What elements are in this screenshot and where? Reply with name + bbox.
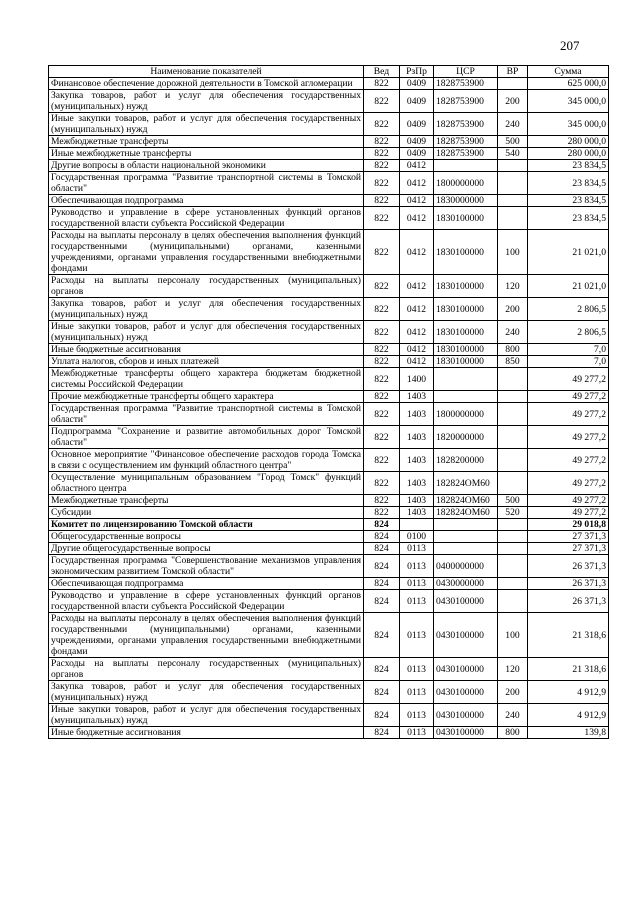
table-row [49,230,609,275]
cell-sum: 7,0 [528,344,609,356]
table-row [49,356,609,368]
cell-rzpr: 0412 [400,344,434,356]
cell-sum: 23 834,5 [528,160,609,172]
cell-csr: 0430100000 [434,658,498,681]
cell-csr [434,543,498,555]
table-row [49,298,609,321]
cell-sum: 7,0 [528,356,609,368]
table-row [49,543,609,555]
budget-table [48,65,609,739]
cell-rzpr: 1403 [400,449,434,472]
cell-rzpr: 0412 [400,321,434,344]
cell-rzpr: 1403 [400,426,434,449]
cell-vr: 200 [498,681,528,704]
cell-csr [434,368,498,391]
table-row [49,704,609,727]
table-row [49,78,609,90]
cell-sum: 49 277,2 [528,472,609,495]
cell-csr: 0430100000 [434,613,498,658]
cell-name: Расходы на выплаты персоналу в целях обеспечения выполнения функций государственными (муниципальными) органами, казенными учреждениями, органами управления государственными внебюджетными фондами [49,613,364,658]
cell-sum: 21 021,0 [528,275,609,298]
cell-name: Осуществление муниципальным образованием "Город Томск" функций областного центра [49,472,364,495]
cell-name: Иные бюджетные ассигнования [49,344,364,356]
cell-rzpr: 0412 [400,230,434,275]
table-row [49,426,609,449]
cell-name: Финансовое обеспечение дорожной деятельности в Томской агломерации [49,78,364,90]
cell-sum: 139,8 [528,727,609,739]
cell-rzpr: 0412 [400,207,434,230]
cell-csr [434,160,498,172]
cell-name: Расходы на выплаты персоналу в целях обеспечения выполнения функций государственными (муниципальными) органами, казенными учреждениями, органами управления государственными внебюджетными фондами [49,230,364,275]
cell-vr: 520 [498,507,528,519]
cell-csr [434,519,498,531]
cell-vr [498,578,528,590]
cell-name: Основное мероприятие "Финансовое обеспечение расходов города Томска в связи с осуществлением им функций областного центра" [49,449,364,472]
cell-ved: 824 [364,578,400,590]
cell-sum: 49 277,2 [528,495,609,507]
cell-vr [498,472,528,495]
table-row [49,368,609,391]
cell-vr: 500 [498,136,528,148]
cell-name: Иные закупки товаров, работ и услуг для обеспечения государственных (муниципальных) нужд [49,113,364,136]
cell-rzpr: 0409 [400,113,434,136]
table-row [49,613,609,658]
cell-ved: 822 [364,449,400,472]
table-row [49,555,609,578]
cell-vr [498,172,528,195]
cell-name: Государственная программа "Развитие транспортной системы в Томской области" [49,172,364,195]
header-ved: Вед [364,66,400,78]
cell-vr: 200 [498,90,528,113]
cell-csr [434,531,498,543]
cell-name: Иные бюджетные ассигнования [49,727,364,739]
cell-sum: 21 318,6 [528,658,609,681]
cell-csr: 1828753900 [434,113,498,136]
table-row [49,507,609,519]
cell-csr: 0430100000 [434,704,498,727]
cell-ved: 822 [364,391,400,403]
cell-rzpr: 1403 [400,495,434,507]
cell-vr [498,207,528,230]
cell-sum: 27 371,3 [528,543,609,555]
cell-name: Иные закупки товаров, работ и услуг для обеспечения государственных (муниципальных) нужд [49,321,364,344]
cell-ved: 822 [364,275,400,298]
table-row [49,136,609,148]
header-csr: ЦСР [434,66,498,78]
cell-ved: 822 [364,230,400,275]
cell-name: Прочие межбюджетные трансферты общего характера [49,391,364,403]
cell-sum: 49 277,2 [528,391,609,403]
cell-csr [434,391,498,403]
cell-csr: 1830100000 [434,356,498,368]
cell-vr: 240 [498,113,528,136]
cell-name: Расходы на выплаты персоналу государственных (муниципальных) органов [49,658,364,681]
cell-sum: 26 371,3 [528,578,609,590]
cell-sum: 2 806,5 [528,298,609,321]
cell-ved: 824 [364,590,400,613]
cell-vr: 200 [498,298,528,321]
cell-vr [498,78,528,90]
cell-rzpr: 1403 [400,391,434,403]
cell-vr: 100 [498,613,528,658]
cell-vr [498,160,528,172]
cell-sum: 4 912,9 [528,704,609,727]
cell-ved: 822 [364,356,400,368]
cell-name: Обеспечивающая подпрограмма [49,578,364,590]
cell-ved: 824 [364,531,400,543]
cell-ved: 824 [364,727,400,739]
cell-rzpr: 0409 [400,148,434,160]
cell-csr: 0430000000 [434,578,498,590]
cell-sum: 21 318,6 [528,613,609,658]
cell-vr: 120 [498,275,528,298]
cell-rzpr: 0409 [400,90,434,113]
cell-ved: 822 [364,207,400,230]
cell-rzpr: 1400 [400,368,434,391]
cell-ved: 822 [364,507,400,519]
cell-csr: 1828753900 [434,90,498,113]
cell-csr: 0430100000 [434,590,498,613]
cell-ved: 822 [364,321,400,344]
cell-name: Закупка товаров, работ и услуг для обеспечения государственных (муниципальных) нужд [49,681,364,704]
table-row [49,578,609,590]
cell-name: Иные межбюджетные трансферты [49,148,364,160]
table-row [49,391,609,403]
cell-rzpr: 1403 [400,472,434,495]
cell-ved: 822 [364,195,400,207]
cell-name: Обеспечивающая подпрограмма [49,195,364,207]
cell-csr: 1830100000 [434,275,498,298]
header-vr: ВР [498,66,528,78]
cell-sum: 49 277,2 [528,449,609,472]
cell-vr [498,555,528,578]
cell-csr: 0430100000 [434,727,498,739]
cell-ved: 824 [364,543,400,555]
cell-sum: 29 018,8 [528,519,609,531]
cell-name: Государственная программа "Развитие транспортной системы в Томской области" [49,403,364,426]
cell-ved: 822 [364,495,400,507]
cell-name: Закупка товаров, работ и услуг для обеспечения государственных (муниципальных) нужд [49,90,364,113]
cell-vr [498,368,528,391]
cell-name: Комитет по лицензированию Томской области [49,519,364,531]
cell-vr: 800 [498,727,528,739]
cell-csr: 1828753900 [434,78,498,90]
cell-ved: 822 [364,113,400,136]
cell-csr: 1830100000 [434,230,498,275]
cell-name: Другие вопросы в области национальной экономики [49,160,364,172]
cell-csr: 1830000000 [434,195,498,207]
table-row [49,495,609,507]
cell-rzpr: 0113 [400,555,434,578]
cell-rzpr: 0412 [400,195,434,207]
cell-sum: 23 834,5 [528,207,609,230]
cell-sum: 280 000,0 [528,136,609,148]
cell-vr: 120 [498,658,528,681]
cell-rzpr: 0409 [400,78,434,90]
cell-sum: 625 000,0 [528,78,609,90]
cell-ved: 824 [364,658,400,681]
cell-csr: 0430100000 [434,681,498,704]
cell-rzpr: 0412 [400,298,434,321]
cell-rzpr: 0409 [400,136,434,148]
cell-name: Уплата налогов, сборов и иных платежей [49,356,364,368]
cell-vr [498,519,528,531]
cell-sum: 27 371,3 [528,531,609,543]
cell-sum: 21 021,0 [528,230,609,275]
cell-ved: 822 [364,344,400,356]
cell-rzpr: 0412 [400,356,434,368]
cell-rzpr: 0113 [400,613,434,658]
table-row [49,531,609,543]
cell-name: Межбюджетные трансферты общего характера бюджетам бюджетной системы Российской Федерации [49,368,364,391]
cell-ved: 822 [364,298,400,321]
cell-rzpr: 0412 [400,160,434,172]
table-row [49,590,609,613]
cell-vr [498,391,528,403]
cell-csr: 1820000000 [434,426,498,449]
cell-ved: 822 [364,78,400,90]
cell-rzpr: 0100 [400,531,434,543]
cell-name: Иные закупки товаров, работ и услуг для обеспечения государственных (муниципальных) нужд [49,704,364,727]
table-row [49,172,609,195]
cell-vr: 100 [498,230,528,275]
cell-rzpr: 0412 [400,275,434,298]
cell-sum: 2 806,5 [528,321,609,344]
cell-rzpr: 1403 [400,507,434,519]
cell-csr: 182824OM60 [434,495,498,507]
cell-rzpr: 0113 [400,578,434,590]
cell-sum: 49 277,2 [528,426,609,449]
cell-ved: 822 [364,148,400,160]
table-row [49,472,609,495]
cell-rzpr: 0113 [400,704,434,727]
cell-rzpr: 1403 [400,403,434,426]
cell-csr: 1828200000 [434,449,498,472]
table-row [49,658,609,681]
page-number: 207 [560,38,580,53]
cell-rzpr: 0113 [400,681,434,704]
table-row [49,344,609,356]
cell-rzpr: 0412 [400,172,434,195]
header-rzpr: РзПр [400,66,434,78]
cell-sum: 345 000,0 [528,90,609,113]
cell-vr: 500 [498,495,528,507]
cell-name: Расходы на выплаты персоналу государственных (муниципальных) органов [49,275,364,298]
table-row [49,321,609,344]
cell-name: Субсидии [49,507,364,519]
cell-csr: 1830100000 [434,344,498,356]
cell-ved: 822 [364,136,400,148]
cell-name: Руководство и управление в сфере установленных функций органов государственной власти субъекта Российской Федерации [49,590,364,613]
table-row [49,519,609,531]
cell-ved: 822 [364,472,400,495]
cell-name: Подпрограмма "Сохранение и развитие автомобильных дорог Томской области" [49,426,364,449]
table-row [49,148,609,160]
cell-rzpr [400,519,434,531]
cell-csr: 1828753900 [434,148,498,160]
cell-csr: 182824OM60 [434,507,498,519]
cell-sum: 280 000,0 [528,148,609,160]
cell-sum: 49 277,2 [528,403,609,426]
cell-vr [498,543,528,555]
header-name: Наименование показателей [49,66,364,78]
table-row [49,195,609,207]
cell-vr: 800 [498,344,528,356]
cell-sum: 345 000,0 [528,113,609,136]
header-sum: Сумма [528,66,609,78]
cell-ved: 822 [364,160,400,172]
cell-ved: 824 [364,519,400,531]
cell-csr: 1800000000 [434,172,498,195]
table-row [49,403,609,426]
cell-csr: 1828753900 [434,136,498,148]
cell-name: Другие общегосударственные вопросы [49,543,364,555]
table-header [49,66,609,78]
table-row [49,449,609,472]
cell-vr [498,195,528,207]
table-body [49,78,609,739]
cell-vr [498,531,528,543]
cell-vr [498,590,528,613]
table-row [49,113,609,136]
cell-name: Межбюджетные трансферты [49,495,364,507]
cell-csr: 1800000000 [434,403,498,426]
cell-csr: 1830100000 [434,207,498,230]
cell-csr: 1830100000 [434,321,498,344]
cell-name: Государственная программа "Совершенствование механизмов управления экономическим развитием Томской области" [49,555,364,578]
cell-sum: 49 277,2 [528,507,609,519]
cell-vr [498,449,528,472]
cell-sum: 4 912,9 [528,681,609,704]
cell-ved: 824 [364,613,400,658]
table-row [49,207,609,230]
cell-vr: 540 [498,148,528,160]
cell-sum: 23 834,5 [528,195,609,207]
table-row [49,727,609,739]
cell-ved: 824 [364,555,400,578]
cell-vr [498,403,528,426]
cell-ved: 822 [364,403,400,426]
cell-name: Закупка товаров, работ и услуг для обеспечения государственных (муниципальных) нужд [49,298,364,321]
cell-name: Межбюджетные трансферты [49,136,364,148]
table-row [49,160,609,172]
cell-vr [498,426,528,449]
cell-sum: 26 371,3 [528,590,609,613]
cell-rzpr: 0113 [400,543,434,555]
cell-name: Руководство и управление в сфере установленных функций органов государственной власти субъекта Российской Федерации [49,207,364,230]
cell-rzpr: 0113 [400,658,434,681]
cell-ved: 824 [364,681,400,704]
cell-sum: 23 834,5 [528,172,609,195]
cell-ved: 822 [364,368,400,391]
cell-ved: 822 [364,90,400,113]
cell-csr: 0400000000 [434,555,498,578]
table-row [49,681,609,704]
cell-csr: 1830100000 [434,298,498,321]
cell-sum: 26 371,3 [528,555,609,578]
cell-ved: 824 [364,704,400,727]
cell-ved: 822 [364,172,400,195]
cell-rzpr: 0113 [400,590,434,613]
cell-vr: 240 [498,704,528,727]
cell-csr: 182824OM60 [434,472,498,495]
cell-rzpr: 0113 [400,727,434,739]
cell-vr: 850 [498,356,528,368]
cell-sum: 49 277,2 [528,368,609,391]
table-row [49,90,609,113]
cell-ved: 822 [364,426,400,449]
table-row [49,275,609,298]
cell-name: Общегосударственные вопросы [49,531,364,543]
cell-vr: 240 [498,321,528,344]
